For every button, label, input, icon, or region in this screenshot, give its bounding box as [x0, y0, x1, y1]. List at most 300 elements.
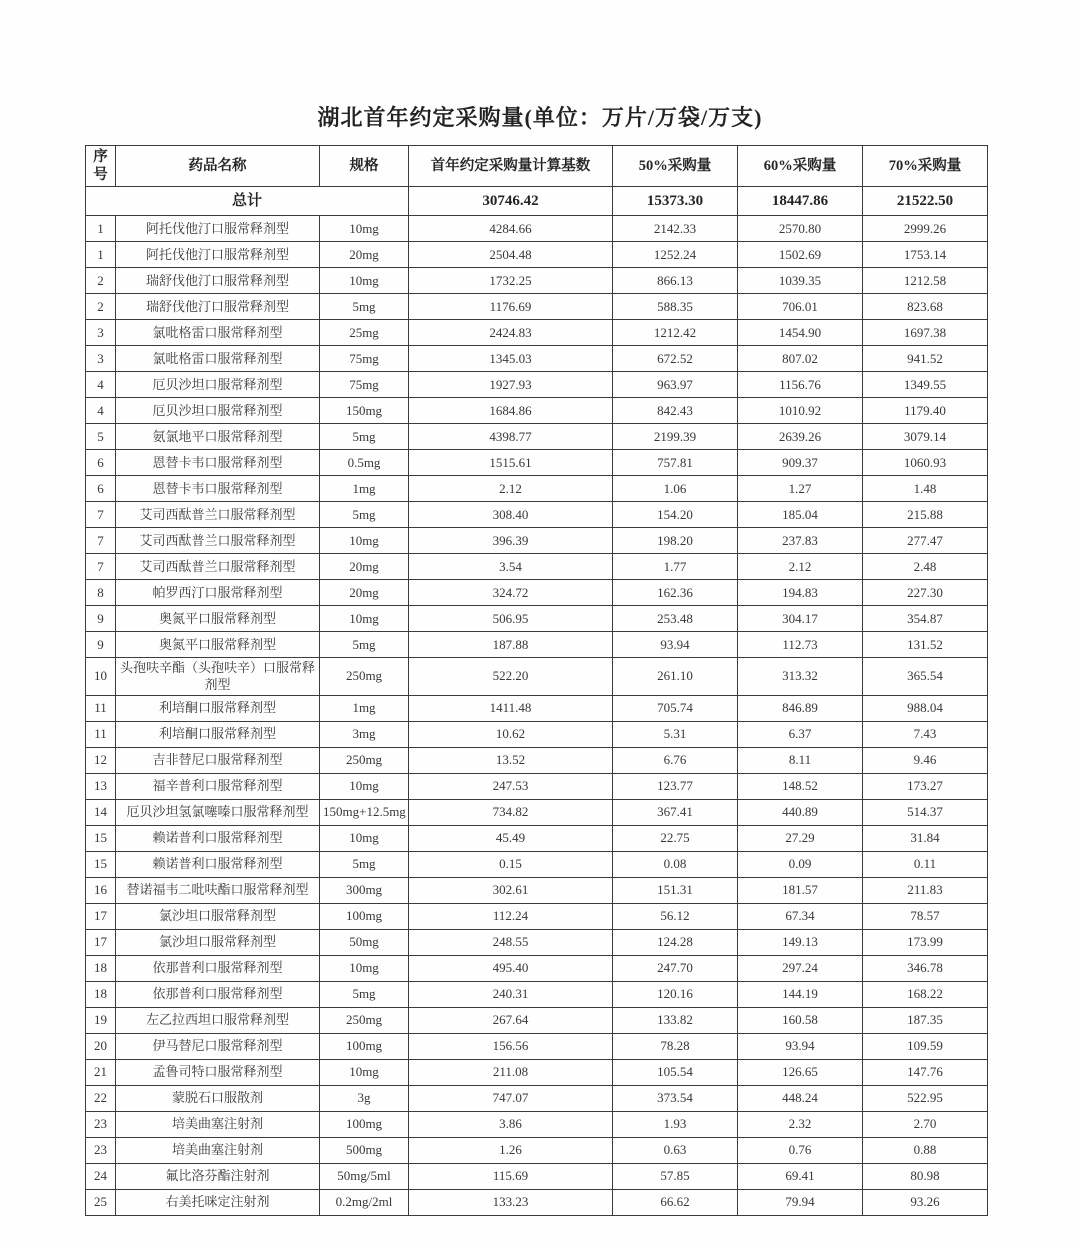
base-volume: 1927.93: [409, 372, 613, 398]
volume-60: 1454.90: [738, 320, 863, 346]
base-volume: 396.39: [409, 528, 613, 554]
spec: 20mg: [320, 580, 409, 606]
table-row: [86, 1085, 988, 1111]
volume-70: 187.35: [863, 1007, 988, 1033]
base-volume: 4284.66: [409, 216, 613, 242]
volume-70: 9.46: [863, 747, 988, 773]
row-index: 13: [86, 773, 116, 799]
volume-70: 1349.55: [863, 372, 988, 398]
page-title: 湖北首年约定采购量(单位：万片/万袋/万支): [317, 105, 763, 130]
table-row: [86, 320, 988, 346]
row-index: 5: [86, 424, 116, 450]
volume-70: 0.11: [863, 851, 988, 877]
volume-70: 215.88: [863, 502, 988, 528]
base-volume: 2504.48: [409, 242, 613, 268]
base-volume: 0.15: [409, 851, 613, 877]
drug-name: 孟鲁司特口服常释剂型: [116, 1059, 320, 1085]
volume-70: 941.52: [863, 346, 988, 372]
table-row: [86, 632, 988, 658]
volume-50: 66.62: [613, 1189, 738, 1215]
spec: 100mg: [320, 903, 409, 929]
base-volume: 1515.61: [409, 450, 613, 476]
volume-60: 0.76: [738, 1137, 863, 1163]
base-volume: 324.72: [409, 580, 613, 606]
row-index: 15: [86, 851, 116, 877]
volume-70: 3079.14: [863, 424, 988, 450]
volume-60: 69.41: [738, 1163, 863, 1189]
base-volume: 13.52: [409, 747, 613, 773]
row-index: 11: [86, 695, 116, 721]
spec: 10mg: [320, 955, 409, 981]
row-index: 19: [86, 1007, 116, 1033]
volume-60: 126.65: [738, 1059, 863, 1085]
base-volume: 3.86: [409, 1111, 613, 1137]
volume-60: 93.94: [738, 1033, 863, 1059]
base-volume: 1345.03: [409, 346, 613, 372]
spec: 50mg/5ml: [320, 1163, 409, 1189]
drug-name: 艾司西酞普兰口服常释剂型: [116, 554, 320, 580]
base-volume: 522.20: [409, 658, 613, 696]
table-row: [86, 903, 988, 929]
row-index: 25: [86, 1189, 116, 1215]
row-index: 6: [86, 450, 116, 476]
row-index: 22: [86, 1085, 116, 1111]
table-row: [86, 242, 988, 268]
volume-60: 2570.80: [738, 216, 863, 242]
volume-50: 93.94: [613, 632, 738, 658]
volume-70: 1212.58: [863, 268, 988, 294]
table-row: [86, 825, 988, 851]
total-volume-50: 15373.30: [613, 187, 738, 216]
volume-60: 0.09: [738, 851, 863, 877]
table-row: [86, 1163, 988, 1189]
volume-60: 1010.92: [738, 398, 863, 424]
row-index: 14: [86, 799, 116, 825]
total-label: 总计: [86, 187, 409, 216]
volume-70: 514.37: [863, 799, 988, 825]
spec: 3mg: [320, 721, 409, 747]
base-volume: 187.88: [409, 632, 613, 658]
col-header-index: 序号: [86, 146, 116, 187]
spec: 250mg: [320, 1007, 409, 1033]
table-row: [86, 398, 988, 424]
spec: 0.5mg: [320, 450, 409, 476]
volume-50: 2142.33: [613, 216, 738, 242]
total-row: [86, 187, 988, 216]
volume-70: 173.27: [863, 773, 988, 799]
volume-50: 261.10: [613, 658, 738, 696]
volume-50: 5.31: [613, 721, 738, 747]
base-volume: 4398.77: [409, 424, 613, 450]
drug-name: 右美托咪定注射剂: [116, 1189, 320, 1215]
header-row: [86, 146, 988, 187]
col-header-spec: 规格: [320, 146, 409, 187]
table-row: [86, 606, 988, 632]
col-header-volume-50: 50%采购量: [613, 146, 738, 187]
volume-60: 149.13: [738, 929, 863, 955]
spec: 1mg: [320, 476, 409, 502]
volume-50: 963.97: [613, 372, 738, 398]
row-index: 10: [86, 658, 116, 696]
volume-70: 211.83: [863, 877, 988, 903]
base-volume: 1684.86: [409, 398, 613, 424]
spec: 10mg: [320, 268, 409, 294]
volume-50: 1252.24: [613, 242, 738, 268]
table-row: [86, 528, 988, 554]
volume-70: 1697.38: [863, 320, 988, 346]
volume-50: 253.48: [613, 606, 738, 632]
base-volume: 747.07: [409, 1085, 613, 1111]
volume-60: 706.01: [738, 294, 863, 320]
col-header-volume-70: 70%采购量: [863, 146, 988, 187]
base-volume: 734.82: [409, 799, 613, 825]
spec: 10mg: [320, 528, 409, 554]
base-volume: 115.69: [409, 1163, 613, 1189]
row-index: 17: [86, 903, 116, 929]
spec: 5mg: [320, 981, 409, 1007]
volume-50: 1.77: [613, 554, 738, 580]
spec: 250mg: [320, 658, 409, 696]
col-header-volume-60: 60%采购量: [738, 146, 863, 187]
spec: 20mg: [320, 554, 409, 580]
volume-60: 2.12: [738, 554, 863, 580]
base-volume: 211.08: [409, 1059, 613, 1085]
base-volume: 1.26: [409, 1137, 613, 1163]
table-row: [86, 1059, 988, 1085]
volume-50: 367.41: [613, 799, 738, 825]
volume-50: 247.70: [613, 955, 738, 981]
volume-50: 105.54: [613, 1059, 738, 1085]
base-volume: 247.53: [409, 773, 613, 799]
table-row: [86, 554, 988, 580]
drug-name: 氯沙坦口服常释剂型: [116, 929, 320, 955]
volume-70: 1060.93: [863, 450, 988, 476]
volume-60: 1.27: [738, 476, 863, 502]
row-index: 11: [86, 721, 116, 747]
row-index: 15: [86, 825, 116, 851]
row-index: 18: [86, 955, 116, 981]
base-volume: 10.62: [409, 721, 613, 747]
volume-50: 22.75: [613, 825, 738, 851]
drug-name: 厄贝沙坦口服常释剂型: [116, 372, 320, 398]
volume-70: 2.48: [863, 554, 988, 580]
drug-name: 奥氮平口服常释剂型: [116, 632, 320, 658]
col-header-base-volume: 首年约定采购量计算基数: [409, 146, 613, 187]
volume-50: 56.12: [613, 903, 738, 929]
table-row: [86, 1111, 988, 1137]
volume-50: 123.77: [613, 773, 738, 799]
table-row: [86, 216, 988, 242]
volume-60: 112.73: [738, 632, 863, 658]
table-row: [86, 424, 988, 450]
spec: 0.2mg/2ml: [320, 1189, 409, 1215]
volume-50: 866.13: [613, 268, 738, 294]
drug-name: 依那普利口服常释剂型: [116, 981, 320, 1007]
row-index: 6: [86, 476, 116, 502]
drug-name: 蒙脱石口服散剂: [116, 1085, 320, 1111]
base-volume: 3.54: [409, 554, 613, 580]
volume-70: 354.87: [863, 606, 988, 632]
row-index: 7: [86, 554, 116, 580]
volume-50: 0.63: [613, 1137, 738, 1163]
spec: 20mg: [320, 242, 409, 268]
row-index: 9: [86, 632, 116, 658]
volume-60: 440.89: [738, 799, 863, 825]
drug-name: 瑞舒伐他汀口服常释剂型: [116, 294, 320, 320]
table-row: [86, 268, 988, 294]
volume-60: 1039.35: [738, 268, 863, 294]
volume-70: 80.98: [863, 1163, 988, 1189]
volume-50: 120.16: [613, 981, 738, 1007]
spec: 1mg: [320, 695, 409, 721]
row-index: 12: [86, 747, 116, 773]
volume-70: 1.48: [863, 476, 988, 502]
volume-70: 1179.40: [863, 398, 988, 424]
volume-50: 1.06: [613, 476, 738, 502]
row-index: 7: [86, 502, 116, 528]
table-row: [86, 580, 988, 606]
spec: 100mg: [320, 1033, 409, 1059]
volume-70: 365.54: [863, 658, 988, 696]
drug-name: 福辛普利口服常释剂型: [116, 773, 320, 799]
drug-name: 吉非替尼口服常释剂型: [116, 747, 320, 773]
table-row: [86, 1189, 988, 1215]
drug-name: 氨氯地平口服常释剂型: [116, 424, 320, 450]
table-row: [86, 658, 988, 696]
row-index: 24: [86, 1163, 116, 1189]
base-volume: 248.55: [409, 929, 613, 955]
row-index: 7: [86, 528, 116, 554]
volume-70: 131.52: [863, 632, 988, 658]
drug-name: 恩替卡韦口服常释剂型: [116, 450, 320, 476]
base-volume: 240.31: [409, 981, 613, 1007]
volume-70: 227.30: [863, 580, 988, 606]
row-index: 17: [86, 929, 116, 955]
row-index: 4: [86, 372, 116, 398]
table-row: [86, 773, 988, 799]
volume-70: 109.59: [863, 1033, 988, 1059]
volume-50: 154.20: [613, 502, 738, 528]
volume-60: 194.83: [738, 580, 863, 606]
volume-60: 846.89: [738, 695, 863, 721]
volume-50: 842.43: [613, 398, 738, 424]
spec: 10mg: [320, 216, 409, 242]
base-volume: 2.12: [409, 476, 613, 502]
row-index: 1: [86, 216, 116, 242]
volume-60: 304.17: [738, 606, 863, 632]
volume-60: 1156.76: [738, 372, 863, 398]
volume-70: 0.88: [863, 1137, 988, 1163]
table-row: [86, 346, 988, 372]
table-row: [86, 955, 988, 981]
volume-50: 588.35: [613, 294, 738, 320]
volume-70: 2999.26: [863, 216, 988, 242]
spec: 50mg: [320, 929, 409, 955]
volume-50: 124.28: [613, 929, 738, 955]
volume-50: 0.08: [613, 851, 738, 877]
col-header-drug-name: 药品名称: [116, 146, 320, 187]
spec: 10mg: [320, 606, 409, 632]
base-volume: 267.64: [409, 1007, 613, 1033]
volume-60: 181.57: [738, 877, 863, 903]
volume-50: 757.81: [613, 450, 738, 476]
volume-60: 2.32: [738, 1111, 863, 1137]
volume-70: 988.04: [863, 695, 988, 721]
table-row: [86, 747, 988, 773]
volume-70: 147.76: [863, 1059, 988, 1085]
volume-50: 6.76: [613, 747, 738, 773]
spec: 75mg: [320, 372, 409, 398]
volume-60: 148.52: [738, 773, 863, 799]
volume-50: 672.52: [613, 346, 738, 372]
spec: 500mg: [320, 1137, 409, 1163]
volume-70: 7.43: [863, 721, 988, 747]
volume-60: 27.29: [738, 825, 863, 851]
spec: 300mg: [320, 877, 409, 903]
spec: 150mg+12.5mg: [320, 799, 409, 825]
spec: 5mg: [320, 424, 409, 450]
table-row: [86, 981, 988, 1007]
volume-70: 277.47: [863, 528, 988, 554]
volume-70: 2.70: [863, 1111, 988, 1137]
volume-60: 807.02: [738, 346, 863, 372]
volume-60: 79.94: [738, 1189, 863, 1215]
row-index: 20: [86, 1033, 116, 1059]
table-row: [86, 450, 988, 476]
total-volume-60: 18447.86: [738, 187, 863, 216]
table-row: [86, 476, 988, 502]
drug-name: 氯吡格雷口服常释剂型: [116, 320, 320, 346]
table-row: [86, 877, 988, 903]
volume-60: 448.24: [738, 1085, 863, 1111]
base-volume: 133.23: [409, 1189, 613, 1215]
table-row: [86, 695, 988, 721]
spec: 10mg: [320, 825, 409, 851]
volume-50: 1212.42: [613, 320, 738, 346]
total-base-volume: 30746.42: [409, 187, 613, 216]
drug-name: 厄贝沙坦口服常释剂型: [116, 398, 320, 424]
drug-name: 恩替卡韦口服常释剂型: [116, 476, 320, 502]
spec: 5mg: [320, 632, 409, 658]
row-index: 1: [86, 242, 116, 268]
spec: 5mg: [320, 851, 409, 877]
table-row: [86, 929, 988, 955]
table-row: [86, 372, 988, 398]
drug-name: 帕罗西汀口服常释剂型: [116, 580, 320, 606]
row-index: 2: [86, 268, 116, 294]
row-index: 21: [86, 1059, 116, 1085]
drug-name: 培美曲塞注射剂: [116, 1111, 320, 1137]
drug-name: 阿托伐他汀口服常释剂型: [116, 242, 320, 268]
table-row: [86, 799, 988, 825]
base-volume: 112.24: [409, 903, 613, 929]
row-index: 2: [86, 294, 116, 320]
drug-name: 氯吡格雷口服常释剂型: [116, 346, 320, 372]
volume-70: 31.84: [863, 825, 988, 851]
table-row: [86, 1137, 988, 1163]
volume-50: 133.82: [613, 1007, 738, 1033]
base-volume: 2424.83: [409, 320, 613, 346]
total-volume-70: 21522.50: [863, 187, 988, 216]
volume-70: 522.95: [863, 1085, 988, 1111]
spec: 250mg: [320, 747, 409, 773]
volume-50: 1.93: [613, 1111, 738, 1137]
drug-name: 氯沙坦口服常释剂型: [116, 903, 320, 929]
base-volume: 308.40: [409, 502, 613, 528]
row-index: 3: [86, 320, 116, 346]
volume-70: 346.78: [863, 955, 988, 981]
drug-name: 氟比洛芬酯注射剂: [116, 1163, 320, 1189]
volume-50: 198.20: [613, 528, 738, 554]
volume-60: 237.83: [738, 528, 863, 554]
drug-name: 厄贝沙坦氢氯噻嗪口服常释剂型: [116, 799, 320, 825]
base-volume: 45.49: [409, 825, 613, 851]
table-row: [86, 851, 988, 877]
base-volume: 1732.25: [409, 268, 613, 294]
volume-60: 1502.69: [738, 242, 863, 268]
drug-name: 艾司西酞普兰口服常释剂型: [116, 528, 320, 554]
table-row: [86, 294, 988, 320]
volume-70: 173.99: [863, 929, 988, 955]
drug-name: 奥氮平口服常释剂型: [116, 606, 320, 632]
spec: 10mg: [320, 773, 409, 799]
row-index: 3: [86, 346, 116, 372]
drug-name: 赖诺普利口服常释剂型: [116, 851, 320, 877]
base-volume: 302.61: [409, 877, 613, 903]
drug-name: 替诺福韦二吡呋酯口服常释剂型: [116, 877, 320, 903]
spec: 100mg: [320, 1111, 409, 1137]
volume-60: 160.58: [738, 1007, 863, 1033]
volume-70: 823.68: [863, 294, 988, 320]
row-index: 23: [86, 1137, 116, 1163]
drug-name: 依那普利口服常释剂型: [116, 955, 320, 981]
spec: 5mg: [320, 294, 409, 320]
volume-60: 297.24: [738, 955, 863, 981]
volume-60: 67.34: [738, 903, 863, 929]
base-volume: 1411.48: [409, 695, 613, 721]
drug-name: 头孢呋辛酯（头孢呋辛）口服常释剂型: [116, 658, 320, 696]
drug-name: 伊马替尼口服常释剂型: [116, 1033, 320, 1059]
base-volume: 495.40: [409, 955, 613, 981]
drug-name: 赖诺普利口服常释剂型: [116, 825, 320, 851]
volume-50: 162.36: [613, 580, 738, 606]
table-row: [86, 721, 988, 747]
volume-70: 93.26: [863, 1189, 988, 1215]
volume-70: 1753.14: [863, 242, 988, 268]
table-row: [86, 1007, 988, 1033]
row-index: 23: [86, 1111, 116, 1137]
drug-name: 培美曲塞注射剂: [116, 1137, 320, 1163]
spec: 5mg: [320, 502, 409, 528]
base-volume: 1176.69: [409, 294, 613, 320]
volume-50: 373.54: [613, 1085, 738, 1111]
table-row: [86, 1033, 988, 1059]
spec: 10mg: [320, 1059, 409, 1085]
volume-50: 151.31: [613, 877, 738, 903]
base-volume: 506.95: [409, 606, 613, 632]
drug-name: 阿托伐他汀口服常释剂型: [116, 216, 320, 242]
volume-60: 8.11: [738, 747, 863, 773]
spec: 150mg: [320, 398, 409, 424]
volume-60: 6.37: [738, 721, 863, 747]
drug-name: 利培酮口服常释剂型: [116, 721, 320, 747]
volume-60: 144.19: [738, 981, 863, 1007]
spec: 25mg: [320, 320, 409, 346]
row-index: 4: [86, 398, 116, 424]
drug-name: 左乙拉西坦口服常释剂型: [116, 1007, 320, 1033]
volume-60: 313.32: [738, 658, 863, 696]
spec: 3g: [320, 1085, 409, 1111]
